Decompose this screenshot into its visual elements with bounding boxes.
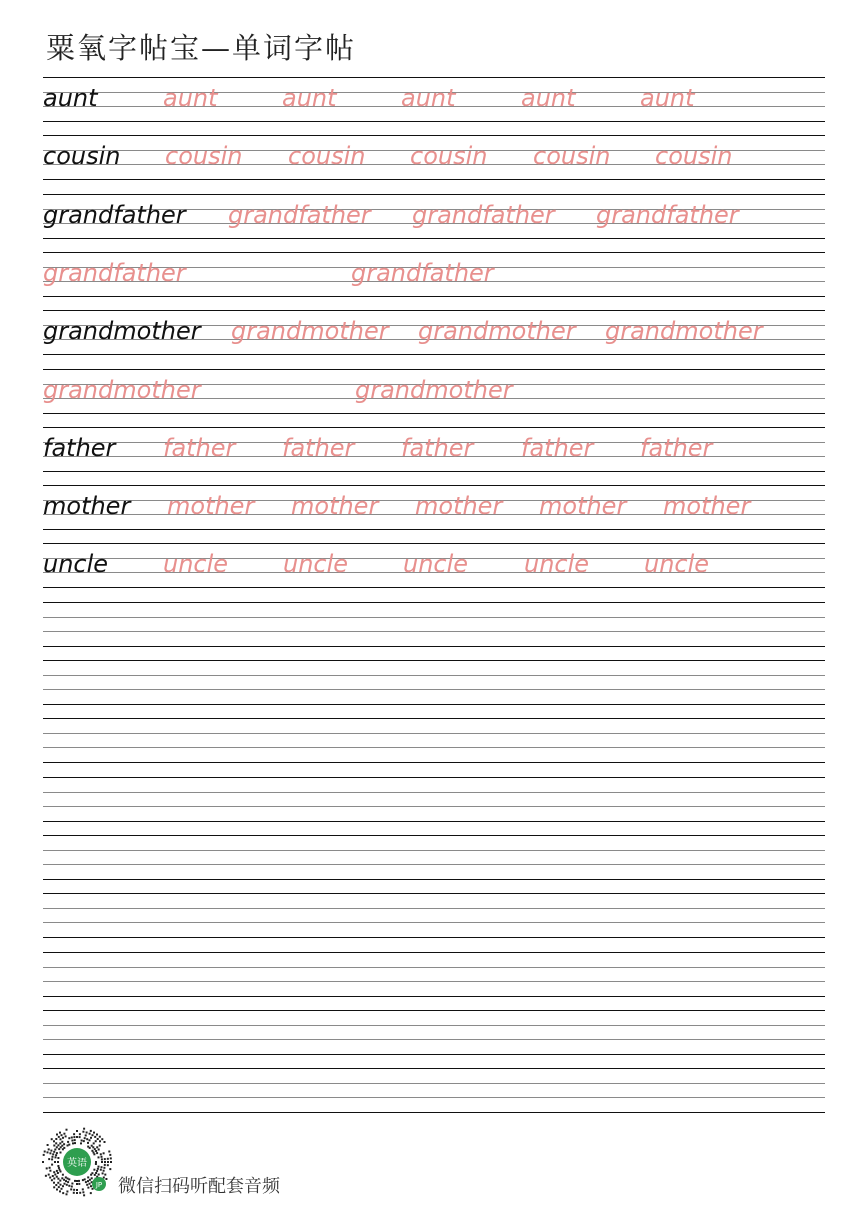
trace-word: cousin <box>165 142 243 171</box>
rule-line <box>43 1083 825 1084</box>
rule-line <box>43 1112 825 1113</box>
rule-line <box>43 777 825 778</box>
trace-word: uncle <box>403 550 469 579</box>
trace-word: aunt <box>640 84 695 112</box>
trace-word: cousin <box>533 142 611 171</box>
qr-code-icon <box>42 1127 112 1197</box>
trace-word: grandfather <box>228 200 371 229</box>
rule-line <box>43 369 825 370</box>
rule-line <box>43 646 825 647</box>
trace-word: father <box>163 433 236 462</box>
trace-word: mother <box>663 492 751 521</box>
trace-word: grandfather <box>596 200 739 229</box>
rule-line <box>43 675 825 676</box>
qr-corner-label: JP <box>95 1181 103 1189</box>
rule-line <box>43 864 825 865</box>
trace-word: cousin <box>410 142 488 171</box>
rule-line <box>43 77 825 78</box>
trace-word: aunt <box>401 84 456 112</box>
trace-word: mother <box>415 492 503 521</box>
rule-line <box>43 194 825 195</box>
trace-word: uncle <box>163 550 229 579</box>
rule-line <box>43 354 825 355</box>
model-word: mother <box>43 492 131 521</box>
rule-line <box>43 310 825 311</box>
rule-line <box>43 252 825 253</box>
model-word: father <box>43 433 116 462</box>
model-word: aunt <box>43 84 98 112</box>
rule-line <box>43 543 825 544</box>
model-word: grandfather <box>43 200 186 229</box>
rule-line <box>43 996 825 997</box>
rule-line <box>43 471 825 472</box>
rule-line <box>43 704 825 705</box>
trace-word: father <box>640 433 713 462</box>
rule-line <box>43 835 825 836</box>
model-word: uncle <box>43 550 109 579</box>
rule-line <box>43 967 825 968</box>
rule-line <box>43 413 825 414</box>
rule-line <box>43 893 825 894</box>
rule-line <box>43 908 825 909</box>
trace-word: aunt <box>521 84 576 112</box>
trace-word: uncle <box>283 550 349 579</box>
rule-line <box>43 850 825 851</box>
trace-word: grandfather <box>43 258 186 287</box>
rule-line <box>43 121 825 122</box>
rule-line <box>43 238 825 239</box>
rule-line <box>43 631 825 632</box>
trace-word: mother <box>539 492 627 521</box>
trace-word: grandmother <box>605 317 763 346</box>
rule-line <box>43 718 825 719</box>
rule-line <box>43 922 825 923</box>
rule-line <box>43 689 825 690</box>
model-word: grandmother <box>43 317 201 346</box>
rule-line <box>43 529 825 530</box>
rule-line <box>43 792 825 793</box>
rule-line <box>43 427 825 428</box>
trace-word: grandfather <box>351 258 494 287</box>
footer-caption: 微信扫码听配套音频 <box>118 1176 280 1197</box>
rule-line <box>43 1097 825 1098</box>
rule-line <box>43 879 825 880</box>
page-title: 粟氧字帖宝—单词字帖 <box>46 31 357 65</box>
rule-line <box>43 1025 825 1026</box>
rule-line <box>43 806 825 807</box>
trace-word: aunt <box>163 84 218 112</box>
rule-line <box>43 1068 825 1069</box>
rule-line <box>43 617 825 618</box>
rule-line <box>43 952 825 953</box>
rule-line <box>43 762 825 763</box>
trace-word: grandfather <box>412 200 555 229</box>
practice-sheet <box>43 77 825 1117</box>
rule-line <box>43 485 825 486</box>
rule-line <box>43 747 825 748</box>
rule-line <box>43 733 825 734</box>
model-word: cousin <box>43 142 121 171</box>
rule-line <box>43 602 825 603</box>
trace-word: grandmother <box>43 375 201 404</box>
trace-word: father <box>521 433 594 462</box>
rule-line <box>43 1010 825 1011</box>
rule-line <box>43 660 825 661</box>
trace-word: uncle <box>524 550 590 579</box>
rule-line <box>43 587 825 588</box>
trace-word: mother <box>291 492 379 521</box>
rule-line <box>43 1054 825 1055</box>
rule-line <box>43 296 825 297</box>
trace-word: grandmother <box>231 317 389 346</box>
trace-word: mother <box>167 492 255 521</box>
trace-word: cousin <box>288 142 366 171</box>
rule-line <box>43 179 825 180</box>
trace-word: cousin <box>655 142 733 171</box>
rule-line <box>43 821 825 822</box>
rule-line <box>43 135 825 136</box>
qr-badge-label: 英语 <box>67 1158 87 1169</box>
trace-word: uncle <box>644 550 710 579</box>
rule-line <box>43 937 825 938</box>
trace-word: grandmother <box>418 317 576 346</box>
trace-word: father <box>282 433 355 462</box>
rule-line <box>43 1039 825 1040</box>
rule-line <box>43 981 825 982</box>
trace-word: father <box>401 433 474 462</box>
trace-word: grandmother <box>355 375 513 404</box>
trace-word: aunt <box>282 84 337 112</box>
